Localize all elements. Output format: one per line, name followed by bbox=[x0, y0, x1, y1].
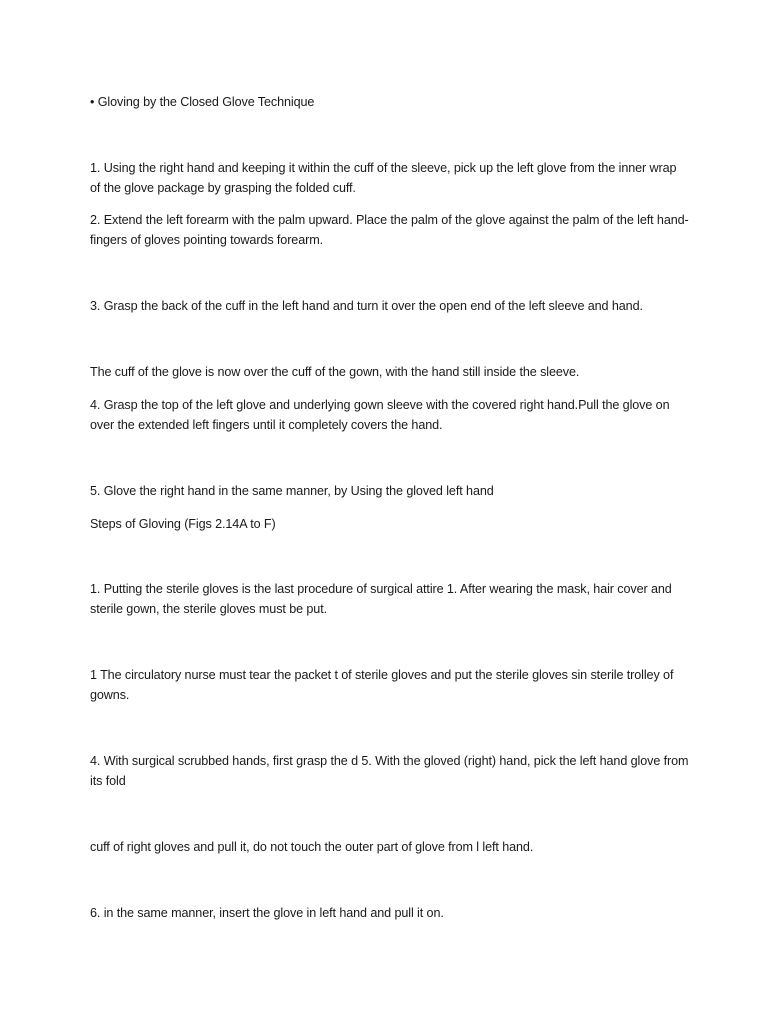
paragraph-gloving-step-4: 4. With surgical scrubbed hands, first grasp the d 5. With the gloved (right) hand, pick the left hand glove from its fold bbox=[90, 754, 689, 788]
paragraph-step-1: 1. Using the right hand and keeping it within the cuff of the sleeve, pick up the left glove from the inner wrap of the glove package by grasping the folded cuff. bbox=[90, 161, 677, 195]
section-title-steps-of-gloving: Steps of Gloving (Figs 2.14A to F) bbox=[90, 517, 276, 531]
paragraph-gloving-step-1: 1. Putting the sterile gloves is the last procedure of surgical attire 1. After wearing the mask, hair cover and sterile gown, the sterile gloves must be put. bbox=[90, 582, 672, 616]
paragraph-circulatory-nurse: 1 The circulatory nurse must tear the packet t of sterile gloves and put the sterile gloves sin sterile trolley of gowns. bbox=[90, 668, 674, 702]
document-heading: • Gloving by the Closed Glove Technique bbox=[90, 95, 315, 109]
paragraph-step-2: 2. Extend the left forearm with the palm upward. Place the palm of the glove against the palm of the left hand- fingers of gloves pointing towards forearm. bbox=[90, 213, 689, 247]
paragraph-step-4: 4. Grasp the top of the left glove and underlying gown sleeve with the covered right hand.Pull the glove on over the extended left fingers until it completely covers the hand. bbox=[90, 398, 670, 432]
paragraph-gloving-step-6: 6. in the same manner, insert the glove in left hand and pull it on. bbox=[90, 906, 444, 920]
paragraph-step-5: 5. Glove the right hand in the same manner, by Using the gloved left hand bbox=[90, 484, 494, 498]
paragraph-step-3: 3. Grasp the back of the cuff in the left hand and turn it over the open end of the left sleeve and hand. bbox=[90, 299, 643, 313]
paragraph-cuff-right-gloves: cuff of right gloves and pull it, do not touch the outer part of glove from l left hand. bbox=[90, 840, 534, 854]
paragraph-cuff-note: The cuff of the glove is now over the cuff of the gown, with the hand still inside the sleeve. bbox=[90, 365, 580, 379]
